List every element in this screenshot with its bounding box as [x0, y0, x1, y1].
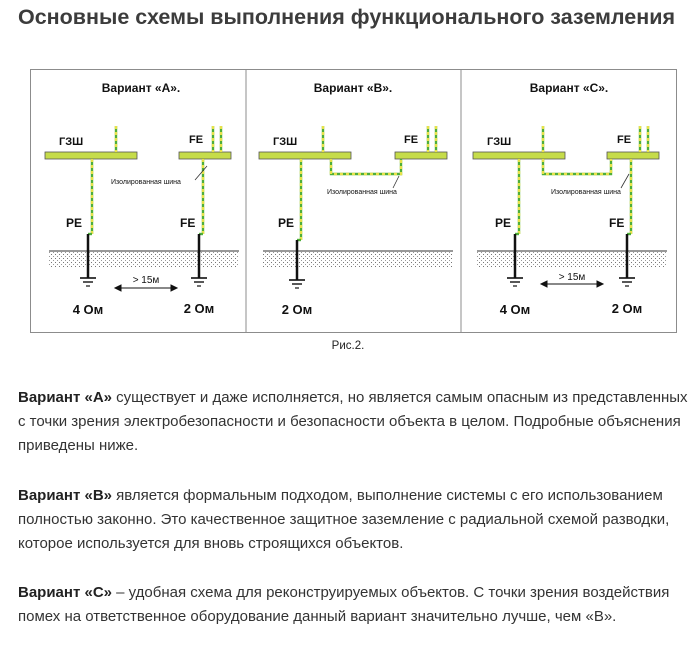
fe-label: FE — [180, 216, 196, 230]
variant-b-title: Вариант «В». — [313, 81, 393, 95]
paragraph-text: – удобная схема для реконструируемых объектов. С точки зрения воздействия помех на ответственное оборудование данный вариант значительно лучше, чем «В». — [18, 584, 670, 625]
insulated-bus-label: Изолированная шина — [551, 189, 621, 196]
paragraph-lead: Вариант «С» — [18, 584, 112, 601]
insulated-bus-label: Изолированная шина — [111, 179, 181, 186]
fe-bus — [395, 152, 447, 159]
paragraph-text: является формальным подходом, выполнение системы с его использованием полностью законно. Это качественное защитное заземление с радиальной схемой разводки, которое используется для вновь строящихся объектов. — [18, 487, 670, 552]
fe-bus — [179, 152, 231, 159]
fe-bus-label: FE — [617, 134, 632, 146]
schematic-figure — [30, 69, 677, 333]
ground-soil — [477, 251, 667, 268]
distance-label: > 15м — [132, 275, 160, 286]
paragraph-variant-c — [18, 581, 690, 629]
gzsh-label: ГЗШ — [273, 136, 298, 148]
gzsh-bus — [259, 152, 351, 159]
left-resistance: 4 Ом — [499, 302, 531, 317]
fe-label: FE — [609, 216, 625, 230]
variant-a-title: Вариант «А». — [101, 81, 181, 95]
paragraph-variant-b — [18, 484, 690, 556]
ground-soil — [49, 251, 239, 268]
left-resistance: 4 Ом — [72, 302, 104, 317]
paragraph-variant-a — [18, 386, 690, 458]
variant-c-title: Вариант «С». — [529, 81, 609, 95]
resistance: 2 Ом — [281, 302, 313, 317]
page-title: Основные схемы выполнения функционального заземления — [18, 5, 675, 29]
variant-b-panel — [259, 81, 453, 317]
right-resistance: 2 Ом — [611, 301, 643, 316]
ground-soil — [263, 251, 453, 268]
fe-bus-label: FE — [189, 134, 204, 146]
paragraph-lead: Вариант «А» — [18, 389, 112, 406]
right-resistance: 2 Ом — [183, 301, 215, 316]
paragraph-text: существует и даже исполняется, но является самым опасным из представленных с точки зрения электробезопасности и безопасности объекта в целом. Подробные объяснения приведены ниже. — [18, 389, 688, 454]
gzsh-bus — [45, 152, 137, 159]
fe-bus — [607, 152, 659, 159]
pe-label: PE — [66, 216, 83, 230]
gzsh-bus — [473, 152, 565, 159]
paragraph-lead: Вариант «В» — [18, 487, 112, 504]
schematic-diagram — [31, 70, 676, 332]
fe-bus-label: FE — [404, 134, 419, 146]
figure-caption: Рис.2. — [331, 340, 365, 352]
variant-c-panel — [473, 81, 667, 317]
insulated-bus-label: Изолированная шина — [327, 189, 397, 196]
gzsh-label: ГЗШ — [59, 136, 84, 148]
pe-label: PE — [495, 216, 512, 230]
variant-a-panel — [45, 81, 239, 317]
gzsh-label: ГЗШ — [487, 136, 512, 148]
pe-label: PE — [278, 216, 295, 230]
distance-label: > 15м — [558, 272, 586, 283]
